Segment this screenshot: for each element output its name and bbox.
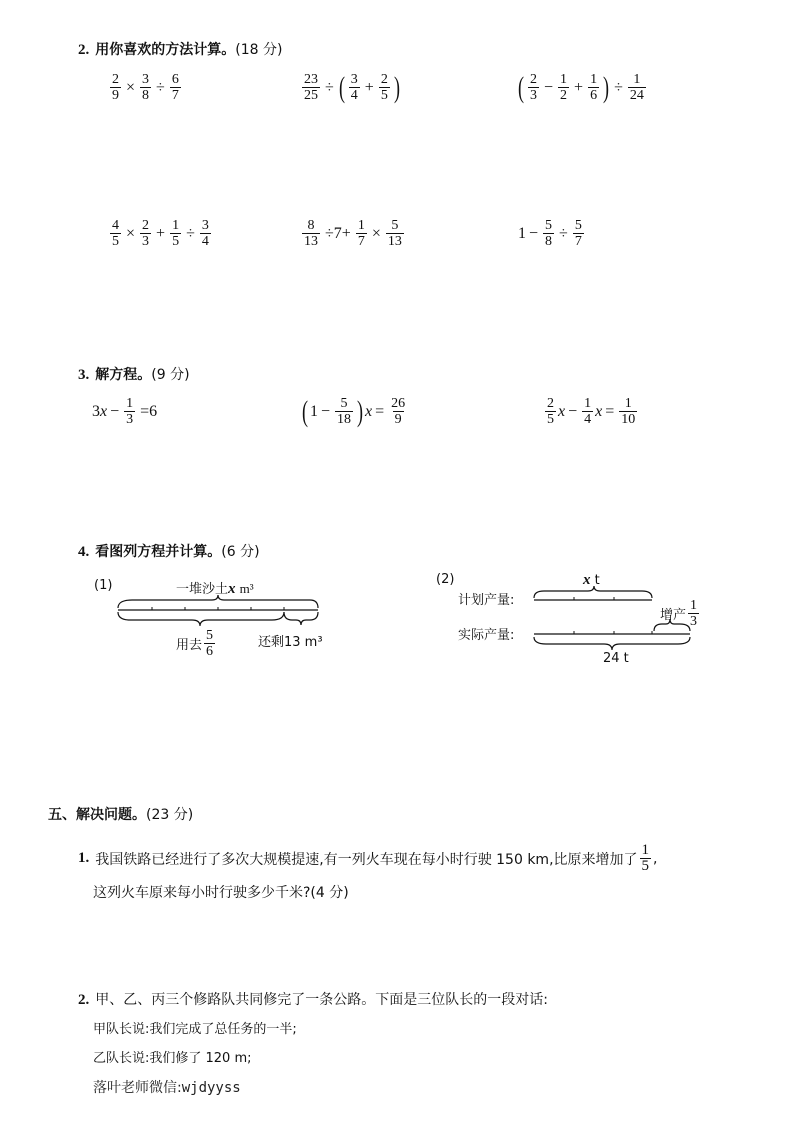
q4-d2-actual-label: 实际产量: (458, 628, 515, 643)
q4-d1-diagram (112, 594, 327, 628)
q4-d1-left-brace (284, 612, 318, 625)
q4-d1-top-brace (118, 595, 318, 608)
q2-expr-1: $\frac{2}{9}$ × $\frac{3}{8}$ ÷ $\frac{6}{7}$ (112, 72, 179, 103)
q3-eq-3: $\frac{2}{5}$ x − $\frac{1}{4}$ x = $\frac{1}{10}$ (547, 396, 636, 427)
q3-eq-1: 3x − $\frac{1}{3}$ =6 (92, 396, 158, 427)
q4-title: 看图列方程并计算。 (95, 544, 222, 560)
q4-number: 4. (78, 544, 90, 560)
q4-d2-inc-den: 3 (690, 614, 698, 629)
q4-d1-top-var: x (228, 581, 236, 597)
q4-heading (78, 541, 260, 561)
q2-title: 用你喜欢的方法计算。 (95, 42, 236, 58)
s5-p2-yi: 乙队长说:我们修了 120 m; (93, 1051, 252, 1066)
q4-d2-plan-unit: t (594, 573, 600, 588)
q4-d1-left-label: 还剩13 m³ (258, 635, 323, 650)
q3-heading (78, 364, 190, 384)
s5-p2-line1 (78, 989, 548, 1009)
q3-title: 解方程。 (95, 367, 152, 383)
q4-d2-inc-text: 增产 (660, 608, 687, 623)
q4-d1-label: (1) (94, 578, 113, 593)
q3-number: 3. (78, 367, 90, 383)
s5-p2-number: 2. (78, 992, 90, 1008)
q2-heading (78, 39, 282, 59)
q2-expr-3: ( $\frac{2}{3}$ − $\frac{1}{2}$ + $\frac{1}{6}$ ) ÷ $\frac{1}{24}$ (518, 70, 644, 104)
footer-label: 落叶老师微信: (93, 1080, 182, 1096)
footer-id: wjdyyss (181, 1080, 241, 1096)
q4-d2-plan-var: x (583, 572, 591, 588)
q2-expr-5: $\frac{8}{13}$ ÷7+ $\frac{1}{7}$ × $\frac{5}{13}$ (304, 218, 402, 249)
q4-d1-used-text: 用去 (176, 638, 203, 653)
q4-d1-top-unit: m³ (239, 581, 254, 596)
q4-d2-label: (2) (436, 572, 455, 587)
s5-p2-text: 甲、乙、丙三个修路队共同修完了一条公路。下面是三位队长的一段对话: (95, 992, 548, 1008)
s5-p1-frac-num: 1 (641, 842, 650, 858)
q4-d2-total-brace (534, 637, 690, 650)
q4-points: (6 分) (221, 544, 260, 560)
s5-p1-line1: 1. 我国铁路已经进行了多次大规模提速,有一列火车现在每小时行驶 150 km,比原来增加了 $\frac{1}{5}$ , (78, 842, 658, 874)
q4-d2-plan-label: 计划产量: (458, 593, 515, 608)
section5-points: (23 分) (146, 807, 194, 823)
q2-expr-2: $\frac{23}{25}$ ÷ ( $\frac{3}{4}$ + $\frac{2}{5}$ ) (304, 70, 400, 104)
q2-expr-4: $\frac{4}{5}$ × $\frac{2}{3}$ + $\frac{1}{5}$ ÷ $\frac{3}{4}$ (112, 218, 209, 249)
q4-d2-plan-brace (534, 586, 652, 598)
q4-d2-total-label: 24 t (603, 651, 629, 666)
q3-points: (9 分) (151, 367, 190, 383)
footer-contact (93, 1077, 241, 1097)
s5-p1-line2: 这列火车原来每小时行驶多少千米?(4 分) (93, 885, 349, 901)
s5-p1-frac-den: 5 (641, 858, 650, 874)
q4-d1-used-num: 5 (206, 628, 214, 643)
q4-d1-used-brace (118, 612, 284, 626)
q4-d2-inc-num: 1 (690, 598, 698, 613)
s5-p1-number: 1. (78, 850, 90, 866)
section5-title: 五、解决问题。 (48, 807, 146, 823)
s5-p1-text: 我国铁路已经进行了多次大规模提速,有一列火车现在每小时行驶 150 km,比原来增加了 (95, 851, 638, 868)
q2-number: 2. (78, 42, 90, 58)
q4-d1-used-den: 6 (206, 644, 214, 659)
s5-p2-jia: 甲队长说:我们完成了总任务的一半; (93, 1022, 297, 1037)
section5-heading (48, 804, 193, 824)
q4-d2-inc-label (660, 598, 701, 629)
q3-eq-2: ( 1 − $\frac{5}{18}$ ) x = $\frac{26}{9}$ (302, 394, 406, 428)
q2-points: (18 分) (235, 42, 283, 58)
q2-expr-6: 1 − $\frac{5}{8}$ ÷ $\frac{5}{7}$ (518, 218, 582, 249)
q4-d1-top-text: 一堆沙土 (176, 582, 229, 597)
q4-d1-used-label (176, 628, 217, 659)
